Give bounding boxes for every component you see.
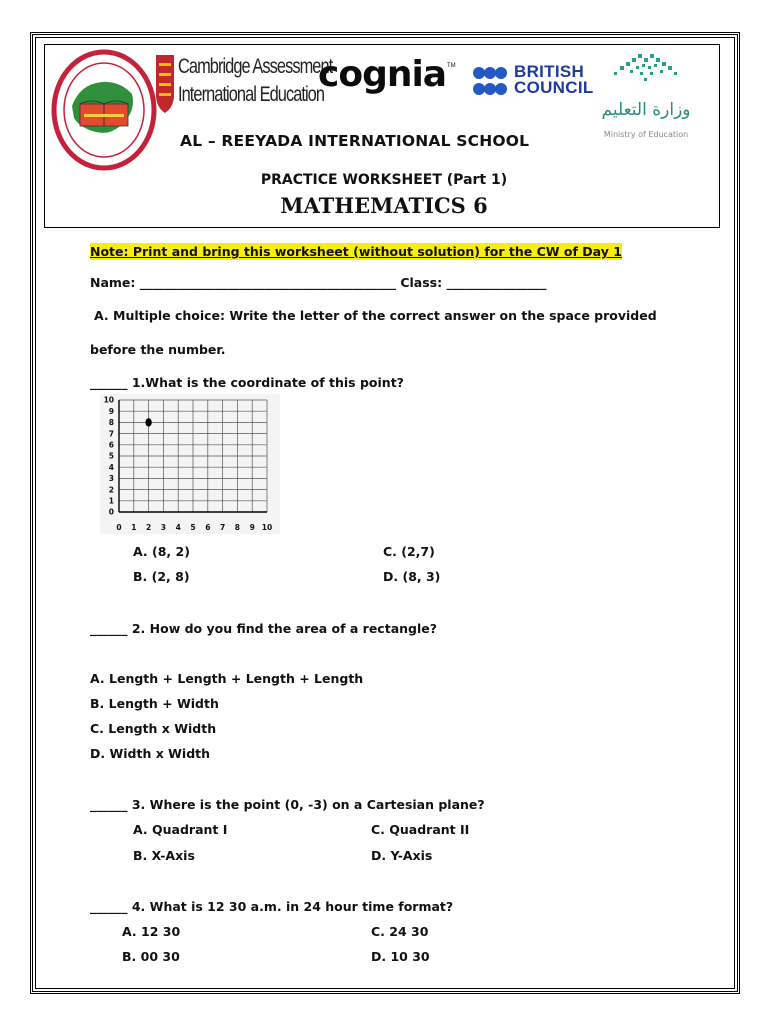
question-2-option-c: C. Length x Width xyxy=(90,721,217,736)
school-name: AL – REEYADA INTERNATIONAL SCHOOL xyxy=(180,132,530,150)
y-tick-label: 9 xyxy=(108,406,114,416)
british-council-dots-icon xyxy=(472,64,508,100)
print-note: Note: Print and bring this worksheet (without solution) for the CW of Day 1 xyxy=(90,244,622,259)
worksheet-title: PRACTICE WORKSHEET (Part 1) xyxy=(260,172,508,188)
question-3-option-c: C. Quadrant II xyxy=(371,822,470,837)
x-tick-label: 8 xyxy=(234,523,241,532)
ministry-of-education-logo xyxy=(592,50,702,146)
question-4-prompt: ______ 4. What is 12 30 a.m. in 24 hour time format? xyxy=(90,899,454,914)
question-3-option-b: B. X-Axis xyxy=(133,848,195,863)
question-2-prompt: ______ 2. How do you find the area of a rectangle? xyxy=(90,621,437,636)
question-2-option-b: B. Length + Width xyxy=(90,696,219,711)
cambridge-crest-icon xyxy=(156,55,174,113)
ministry-arabic-name: وزارة التعليم xyxy=(601,100,691,120)
british-council-line2: COUNCIL xyxy=(514,78,594,97)
cognia-trademark: TM xyxy=(447,63,456,69)
question-3-prompt: ______ 3. Where is the point (0, -3) on a Cartesian plane? xyxy=(90,797,485,812)
cambridge-line2: International Education xyxy=(178,83,325,106)
x-tick-label: 2 xyxy=(145,523,152,532)
y-tick-label: 10 xyxy=(103,395,114,405)
x-tick-label: 5 xyxy=(190,523,196,532)
cambridge-logo xyxy=(156,53,333,115)
british-council-logo xyxy=(472,62,602,102)
question-4-option-a: A. 12 30 xyxy=(122,924,181,939)
question-4-option-b: B. 00 30 xyxy=(122,949,180,964)
x-tick-label: 1 xyxy=(131,523,137,532)
question-1-option-c: C. (2,7) xyxy=(383,544,435,559)
section-a-instruction-line2: before the number. xyxy=(90,342,226,357)
question-1-option-b: B. (2, 8) xyxy=(133,569,190,584)
grid-background xyxy=(100,394,280,534)
question-1-option-a: A. (8, 2) xyxy=(133,544,190,559)
question-3-option-a: A. Quadrant I xyxy=(133,822,228,837)
question-4-option-c: C. 24 30 xyxy=(371,924,429,939)
y-tick-label: 6 xyxy=(108,440,114,450)
cognia-logo: cognia xyxy=(318,54,447,95)
cambridge-text xyxy=(178,53,332,109)
cambridge-line1: Cambridge Assessment xyxy=(178,55,333,78)
x-tick-label: 4 xyxy=(175,523,181,532)
x-tick-label: 0 xyxy=(116,523,122,532)
school-seal-icon xyxy=(50,48,158,172)
subject-title: MATHEMATICS 6 xyxy=(280,193,488,218)
data-point xyxy=(145,418,151,426)
question-1-option-d: D. (8, 3) xyxy=(383,569,441,584)
y-tick-label: 2 xyxy=(108,485,114,495)
question-3-option-d: D. Y-Axis xyxy=(371,848,433,863)
y-tick-label: 7 xyxy=(108,429,114,439)
y-tick-label: 1 xyxy=(108,496,114,506)
question-4-option-d: D. 10 30 xyxy=(371,949,430,964)
y-tick-label: 4 xyxy=(108,462,114,472)
x-tick-label: 6 xyxy=(205,523,211,532)
x-tick-label: 10 xyxy=(261,523,273,532)
x-tick-label: 7 xyxy=(219,523,226,532)
section-a-instruction-line1: A. Multiple choice: Write the letter of the correct answer on the space provided xyxy=(94,308,657,323)
y-tick-label: 5 xyxy=(108,451,114,461)
y-tick-label: 0 xyxy=(108,507,114,517)
question-1-prompt: ______ 1.What is the coordinate of this point? xyxy=(90,375,404,390)
y-tick-label: 3 xyxy=(108,474,114,484)
ministry-emblem-icon xyxy=(592,50,702,100)
name-class-line: Name: _________________________________________ Class: ________________ xyxy=(90,275,547,290)
british-council-text xyxy=(514,64,594,96)
x-tick-label: 3 xyxy=(160,523,167,532)
question-2-option-d: D. Width x Width xyxy=(90,746,211,761)
x-tick-label: 9 xyxy=(249,523,255,532)
coordinate-grid-chart xyxy=(100,394,280,534)
ministry-english-name: Ministry of Education xyxy=(603,130,689,139)
question-2-option-a: A. Length + Length + Length + Length xyxy=(90,671,364,686)
british-council-line1: BRITISH xyxy=(514,62,585,81)
y-tick-label: 8 xyxy=(108,418,114,428)
